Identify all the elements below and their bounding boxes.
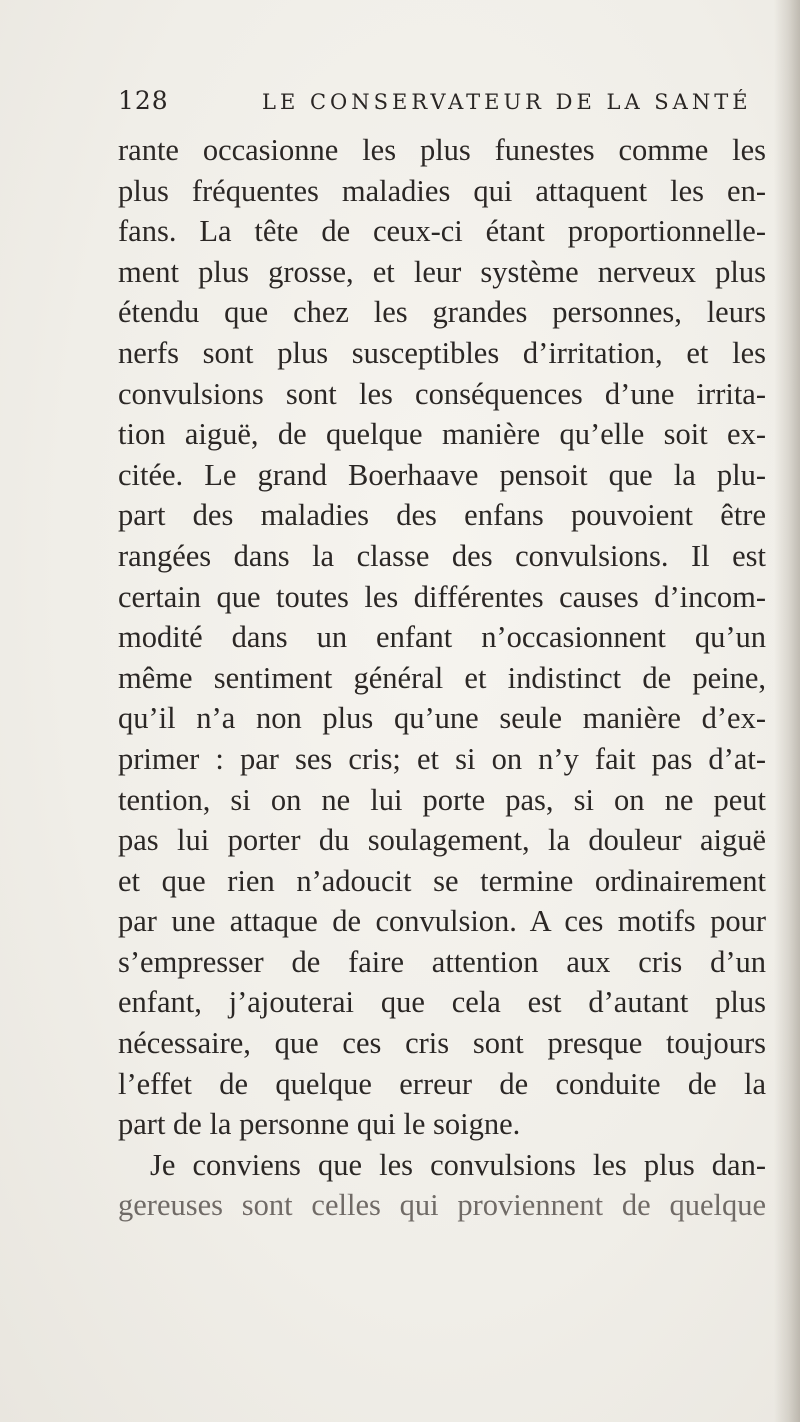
text-line: convulsions sont les conséquences d’une irrita- [118, 376, 766, 411]
text-line: par une attaque de convulsion. A ces motifs pour [118, 904, 766, 939]
text-line: pas lui porter du soulagement, la douleur aiguë [118, 823, 766, 858]
text-line: enfant, j’ajouterai que cela est d’autant plus [118, 985, 766, 1020]
text-line: ment plus grosse, et leur système nerveux plus [118, 254, 766, 289]
text-line: tion aiguë, de quelque manière qu’elle soit ex- [118, 417, 766, 452]
text-line: tention, si on ne lui porte pas, si on ne peut [118, 782, 766, 817]
text-line: certain que toutes les différentes causes d’incom- [118, 579, 766, 614]
text-line: étendu que chez les grandes personnes, leurs [118, 295, 766, 330]
text-line: qu’il n’a non plus qu’une seule manière d’ex- [118, 701, 766, 736]
text-line: modité dans un enfant n’occasionnent qu’un [118, 620, 766, 655]
paragraph-start-line: Je conviens que les convulsions les plus dan- [150, 1147, 766, 1182]
text-line: l’effet de quelque erreur de conduite de la [118, 1066, 766, 1101]
text-line: même sentiment général et indistinct de peine, [118, 660, 766, 695]
text-line: fans. La tête de ceux-ci étant proportionnelle- [118, 214, 766, 249]
page-edge-shadow [774, 0, 800, 1422]
page-header [118, 86, 768, 126]
text-line: primer : par ses cris; et si on n’y fait pas d’at- [118, 741, 766, 776]
text-line: nerfs sont plus susceptibles d’irritation, et les [118, 335, 766, 370]
text-line: plus fréquentes maladies qui attaquent les en- [118, 173, 766, 208]
paragraph-end-line: part de la personne qui le soigne. [118, 1107, 521, 1142]
text-line: rangées dans la classe des convulsions. Il est [118, 538, 766, 573]
text-line: gereuses sont celles qui proviennent de quelque [118, 1188, 766, 1223]
text-line: citée. Le grand Boerhaave pensoit que la plu- [118, 457, 766, 492]
page-number: 128 [118, 86, 169, 115]
body-text [118, 130, 766, 1226]
text-line: s’empresser de faire attention aux cris d’un [118, 944, 766, 979]
text-line: rante occasionne les plus funestes comme les [118, 133, 766, 167]
text-line: nécessaire, que ces cris sont presque toujours [118, 1026, 766, 1061]
text-line: part des maladies des enfans pouvoient être [118, 498, 766, 533]
text-line: et que rien n’adoucit se termine ordinairement [118, 863, 766, 898]
running-title: LE CONSERVATEUR DE LA SANTÉ [262, 90, 752, 114]
